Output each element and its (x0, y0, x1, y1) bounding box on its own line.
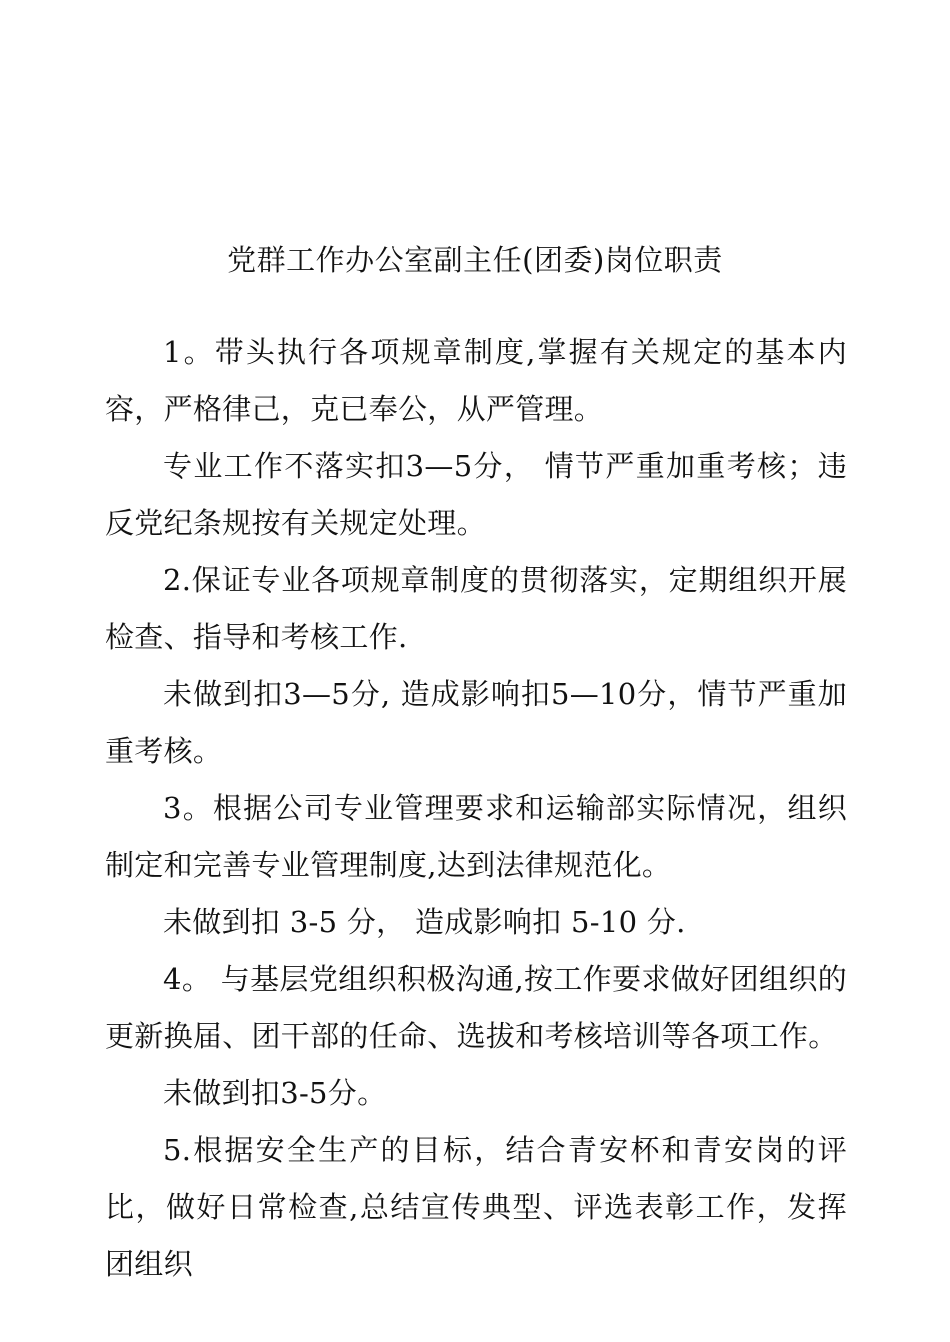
document-body (105, 324, 847, 1293)
paragraph-4-penalty: 未做到扣3-5分。 (163, 1076, 387, 1110)
paragraph-3-penalty: 未做到扣 3-5 分， 造成影响扣 5-10 分. (163, 905, 686, 939)
paragraph-3: 3。根据公司专业管理要求和运输部实际情况，组织制定和完善专业管理制度,达到法律规范化。 (105, 791, 847, 882)
paragraph-1: 1。带头执行各项规章制度,掌握有关规定的基本内容，严格律己，克已奉公，从严管理。 (105, 335, 847, 426)
document-title: 党群工作办公室副主任(团委)岗位职责 (227, 243, 723, 277)
paragraph-1-penalty: 专业工作不落实扣3—5分， 情节严重加重考核；违反党纪条规按有关规定处理。 (105, 449, 847, 540)
paragraph-2-penalty: 未做到扣3—5分, 造成影响扣5—10分，情节严重加重考核。 (105, 677, 847, 768)
paragraph-4: 4。 与基层党组织积极沟通,按工作要求做好团组织的更新换届、团干部的任命、选拔和考核培训等各项工作。 (105, 962, 847, 1053)
paragraph-5: 5.根据安全生产的目标，结合青安杯和青安岗的评比，做好日常检查,总结宣传典型、评选表彰工作，发挥团组织 (105, 1133, 847, 1281)
paragraph-2: 2.保证专业各项规章制度的贯彻落实，定期组织开展检查、指导和考核工作. (105, 563, 847, 654)
